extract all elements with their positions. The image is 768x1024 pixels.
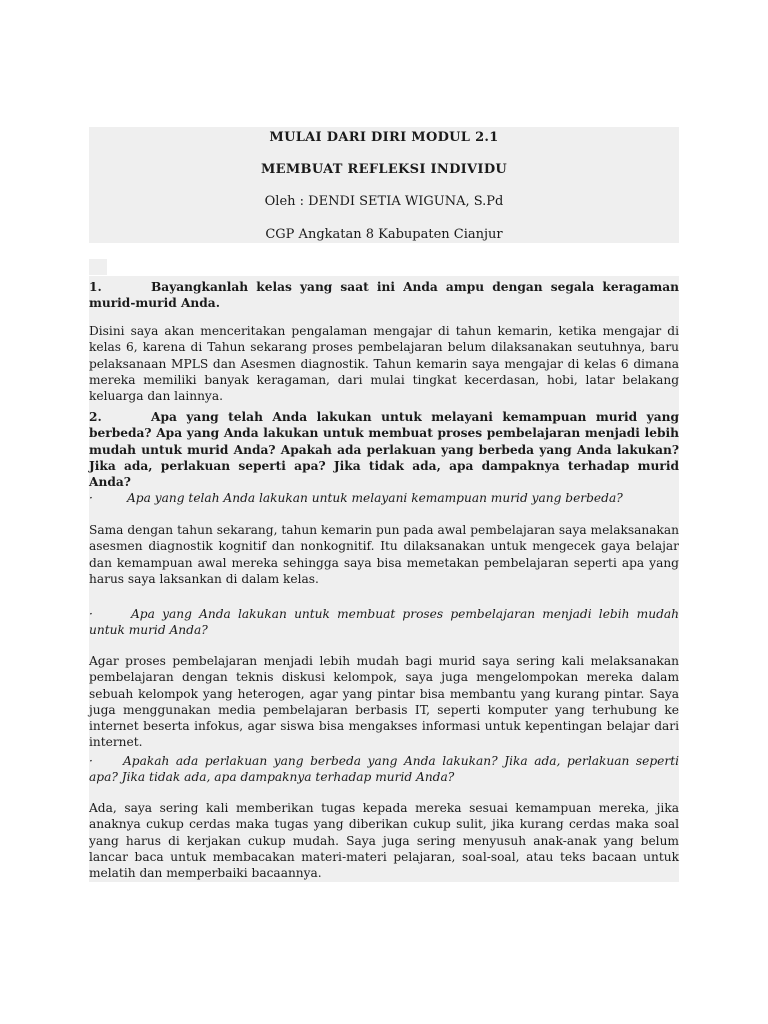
sub-question-2: [89, 606, 679, 639]
sub-question-1: [89, 490, 679, 506]
sub-question-3: [89, 753, 679, 786]
question-number: 2.: [89, 410, 102, 424]
answer-2: Sama dengan tahun sekarang, tahun kemarin pun pada awal pembelajaran saya melaksanakan asesmen diagnostik kognitif dan nonkognitif. Itu dilaksanakan untuk mengecek gaya belajar dan kemampuan awal mereka sehingga saya bisa memetakan pembelajaran seperti apa yang harus saya laksankan di dalam kelas.: [89, 523, 679, 586]
document-subtitle: MEMBUAT REFLEKSI INDIVIDU: [260, 162, 508, 177]
bullet-mark: ·: [89, 754, 93, 768]
document-author: Oleh : DENDI SETIA WIGUNA, S.Pd: [264, 194, 504, 209]
answer-4: Ada, saya sering kali memberikan tugas kepada mereka sesuai kemampuan mereka, jika anaknya cukup cerdas maka tugas yang diberikan cukup sulit, jika kurang cerdas maka soal yang harus di kerjakan cukup mudah. Saya juga sering menyusuh anak-anak yang belum lancar baca untuk membacakan materi-materi pelajaran, soal-soal, atau teks bacaan untuk melatih dan memperbaiki bacaannya.: [89, 801, 679, 881]
question-2: [89, 409, 679, 490]
sub-question-text: Apakah ada perlakuan yang berbeda yang Anda lakukan? Jika ada, perlakuan seperti apa? Jika tidak ada, apa dampaknya terhadap murid Anda?: [89, 754, 679, 785]
document-body: [89, 276, 679, 882]
document-affiliation: CGP Angkatan 8 Kabupaten Cianjur: [265, 227, 503, 242]
answer-1: Disini saya akan menceritakan pengalaman mengajar di tahun kemarin, ketika mengajar di kelas 6, karena di Tahun sekarang proses pembelajaran belum dilaksanakan seutuhnya, baru pelaksanaan MPLS dan Asesmen diagnostik. Tahun kemarin saya mengajar di kelas 6 dimana mereka memiliki banyak keragaman, dari mulai tingkat kecerdasan, hobi, latar belakang keluarga dan lainnya.: [89, 324, 679, 404]
sub-question-text: Apa yang telah Anda lakukan untuk melayani kemampuan murid yang berbeda?: [127, 491, 623, 505]
highlight-mark: [89, 259, 107, 275]
question-text: Apa yang telah Anda lakukan untuk melayani kemampuan murid yang berbeda? Apa yang Anda lakukan untuk membuat proses pembelajaran menjadi lebih mudah untuk murid Anda? Apakah ada perlakuan yang berbeda yang Anda lakukan? Jika ada, perlakuan seperti apa? Jika tidak ada, apa dampaknya terhadap murid Anda?: [89, 410, 679, 490]
question-1: [89, 279, 679, 312]
question-number: 1.: [89, 280, 102, 294]
sub-question-text: Apa yang Anda lakukan untuk membuat proses pembelajaran menjadi lebih mudah untuk murid Anda?: [89, 607, 679, 638]
document-title: MULAI DARI DIRI MODUL 2.1: [269, 130, 499, 145]
answer-3: Agar proses pembelajaran menjadi lebih mudah bagi murid saya sering kali melaksanakan pembelajaran dengan teknis diskusi kelompok, saya juga mengelompokan mereka dalam sebuah kelompok yang heterogen, agar yang pintar bisa membantu yang kurang pintar. Saya juga menggunakan media pembelajaran berbasis IT, seperti komputer yang terhubung ke internet beserta infokus, agar siswa bisa mengakses informasi untuk kepentingan belajar dari internet.: [89, 654, 679, 750]
bullet-mark: ·: [89, 607, 93, 621]
bullet-mark: ·: [89, 491, 93, 505]
document-header: [89, 127, 679, 243]
question-text: Bayangkanlah kelas yang saat ini Anda ampu dengan segala keragaman murid-murid Anda.: [89, 280, 679, 311]
